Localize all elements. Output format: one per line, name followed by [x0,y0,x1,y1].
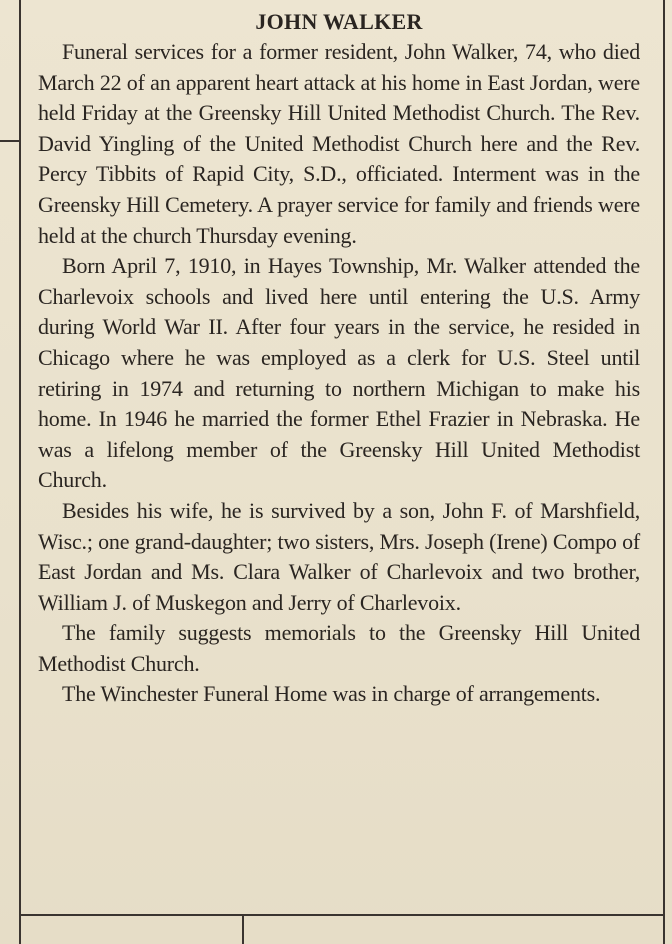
obituary-article [38,8,640,710]
paragraph-survivors: Besides his wife, he is survived by a son, John F. of Marshfield, Wisc.; one grand-daughter; two sisters, Mrs. Joseph (Irene) Compo of East Jordan and Ms. Clara Walker of Charlevoix and two brother, William J. of Muskegon and Jerry of Charlevoix. [38,497,640,615]
paragraph-arrangements: The Winchester Funeral Home was in charge of arrangements. [62,681,601,707]
headline: JOHN WALKER [255,9,423,34]
column-rule-bottom [19,914,665,916]
column-rule-bottom-divider [242,914,244,944]
paragraph-funeral-services: Funeral services for a former resident, John Walker, 74, who died March 22 of an apparent heart attack at his home in East Jordan, were held Friday at the Greensky Hill United Methodist Church. The Rev. David Yingling of the United Methodist Church here and the Rev. Percy Tibbits of Rapid City, S.D., officiated. Interment was in the Greensky Hill Cemetery. A prayer service for family and friends were held at the church Thursday evening. [38,39,640,248]
paragraph-biography: Born April 7, 1910, in Hayes Township, Mr. Walker attended the Charlevoix schools and lived here until entering the U.S. Army during World War II. After four years in the service, he resided in Chicago where he was employed as a clerk for U.S. Steel until retiring in 1974 and returning to northern Michigan to make his home. In 1946 he married the former Ethel Frazier in Nebraska. He was a lifelong member of the Greensky Hill United Methodist Church. [38,253,640,493]
column-rule-right [663,0,665,944]
column-rule-tick [0,140,20,142]
paragraph-memorials: The family suggests memorials to the Greensky Hill United Methodist Church. [38,620,640,676]
